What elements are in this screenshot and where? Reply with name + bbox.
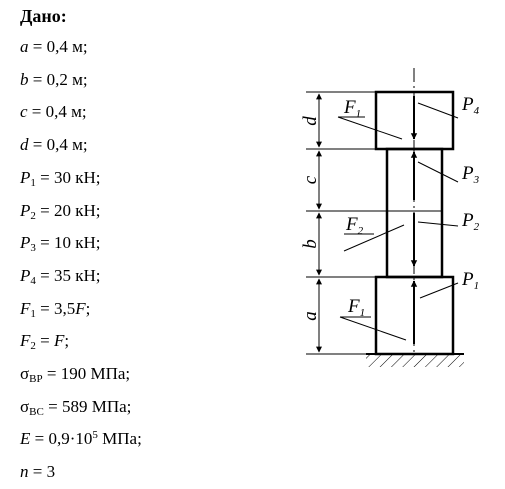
- given-symbol: E: [20, 429, 31, 449]
- given-value: = 0,4 м;: [28, 37, 88, 56]
- given-symbol: a: [20, 37, 29, 56]
- given-unit: ;: [85, 298, 91, 318]
- given-symbol: F: [53, 331, 65, 351]
- given-index: 2: [30, 340, 36, 353]
- given-index: 3: [30, 242, 36, 255]
- given-symbol: F: [20, 298, 31, 318]
- given-index: 1: [30, 307, 36, 320]
- force-label-p1: $P_1$: [462, 269, 480, 292]
- given-value: =: [35, 331, 54, 351]
- leader-p3: [418, 162, 458, 182]
- force-label-p2: $P_2$: [462, 210, 480, 233]
- dim-label-d: d: [300, 116, 321, 126]
- given-title: Дано:: [20, 6, 67, 26]
- given-index: ВС: [29, 405, 44, 418]
- leader-p2: [418, 222, 458, 226]
- dim-label-c: c: [300, 175, 321, 185]
- given-index: 1: [30, 176, 36, 189]
- given-value: = 0,9·10: [30, 429, 93, 449]
- given-exponent: 5: [92, 429, 98, 442]
- given-symbol: P: [20, 167, 31, 187]
- dim-label-a: a: [300, 311, 321, 321]
- given-symbol: d: [20, 135, 29, 155]
- given-symbol: P: [20, 265, 31, 285]
- ground-hatch: [366, 355, 464, 367]
- area-label-bottom: $F_1$: [348, 296, 366, 319]
- given-value: = 20 кН;: [35, 200, 101, 220]
- given-unit: МПа;: [97, 429, 142, 449]
- given-symbol: σ: [20, 396, 30, 416]
- given-value: = 30 кН;: [35, 167, 101, 187]
- area-label-top: $F_1$: [344, 97, 362, 120]
- given-value: = 0,2 м;: [28, 69, 88, 89]
- given-symbol: n: [20, 462, 29, 482]
- given-value: = 35 кН;: [35, 265, 101, 285]
- area-label-bottom-group: [340, 296, 406, 340]
- area-label-middle-group: [344, 214, 404, 251]
- given-value: = 3: [28, 462, 56, 482]
- given-symbol: c: [20, 102, 28, 122]
- given-symbol: F: [20, 331, 31, 351]
- given-value: = 589 МПа;: [43, 396, 132, 416]
- given-symbol: b: [20, 69, 29, 89]
- given-symbol: P: [20, 200, 31, 220]
- given-value: = 10 кН;: [35, 233, 101, 253]
- given-index: 4: [30, 274, 36, 287]
- given-value: = 0,4 м;: [27, 102, 87, 122]
- given-index: 2: [30, 209, 36, 222]
- area-label-top-group: [338, 97, 402, 139]
- given-value: = 3,5: [35, 298, 76, 318]
- force-label-p3: $P_3$: [462, 163, 480, 186]
- given-symbol: P: [20, 233, 31, 253]
- given-symbol: F: [75, 298, 86, 318]
- given-symbol: σ: [20, 364, 30, 383]
- given-value: = 190 МПа;: [42, 364, 131, 383]
- area-label-middle: $F_2$: [346, 214, 364, 237]
- force-label-p4: $P_4$: [462, 94, 480, 117]
- given-index: ВР: [29, 373, 43, 385]
- dim-label-b: b: [300, 239, 321, 249]
- given-value: = 0,4 м;: [28, 135, 88, 155]
- given-unit: ;: [64, 331, 70, 351]
